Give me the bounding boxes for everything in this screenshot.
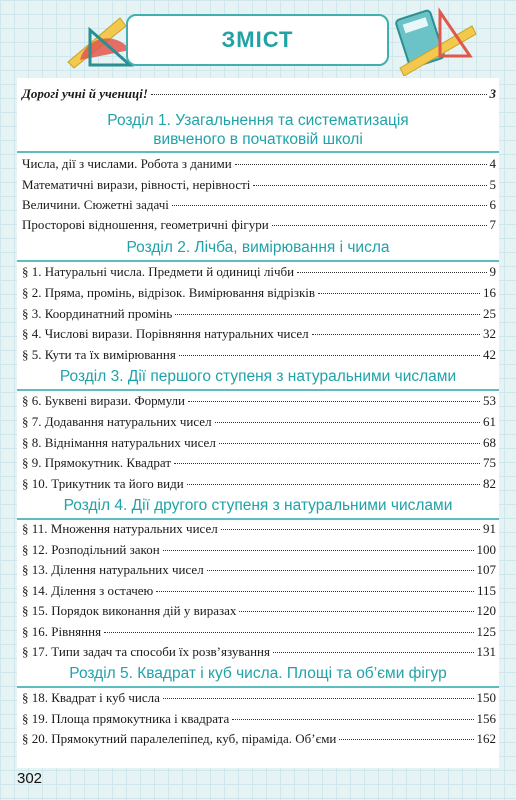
toc-entry[interactable] [22, 414, 496, 432]
page-number: 302 [17, 770, 43, 787]
toc-entry-page: 6 [489, 197, 496, 212]
toc-entry-label: § 16. Рівняння [22, 624, 102, 639]
dot-leader [187, 484, 480, 485]
dot-leader [172, 205, 487, 206]
toc-entry[interactable] [22, 542, 496, 560]
toc-entry-label: § 12. Розподільний закон [22, 542, 160, 557]
toc-entry-label: § 14. Ділення з остачею [22, 583, 154, 598]
toc-entry-label: § 18. Квадрат і куб числа [22, 690, 160, 705]
toc-entry-label: Математичні вирази, рівності, нерівності [22, 177, 251, 192]
toc-entry-page: 61 [483, 414, 496, 429]
section-rule [17, 151, 499, 153]
toc-entry-page: 120 [476, 603, 496, 618]
toc-entry[interactable] [22, 624, 496, 642]
dot-leader [151, 94, 487, 95]
section-heading [17, 664, 499, 683]
dot-leader [318, 293, 480, 294]
toc-entry[interactable] [22, 347, 496, 365]
toc-entry[interactable] [22, 285, 496, 303]
toc-entry-page: 82 [483, 476, 496, 491]
toc-entry[interactable] [22, 562, 496, 580]
dot-leader [312, 334, 480, 335]
toc-entry[interactable] [22, 217, 496, 235]
toc-entry-label: § 19. Площа прямокутника і квадрата [22, 711, 230, 726]
toc-entry-label: § 3. Координатний промінь [22, 306, 173, 321]
toc-entry[interactable] [22, 326, 496, 344]
toc-entry-page: 42 [483, 347, 496, 362]
toc-entry[interactable] [22, 583, 496, 601]
toc-entry-page: 115 [476, 583, 496, 598]
section-heading [17, 238, 499, 257]
toc-entry[interactable] [22, 264, 496, 282]
toc-entry-page: 3 [489, 86, 496, 101]
title-box [126, 14, 389, 66]
toc-entry-page: 68 [483, 435, 496, 450]
toc-entry-label: Дорогі учні й учениці! [22, 86, 148, 101]
section-heading-line: Розділ 5. Квадрат і куб числа. Площі та об’єми фігур [69, 665, 447, 682]
toc-entry[interactable] [22, 393, 496, 411]
section-heading-line: Розділ 2. Лічба, вимірювання і числа [126, 239, 390, 256]
toc-entry-page: 150 [476, 690, 496, 705]
section-heading-line: вивченого в початковій школі [153, 131, 363, 148]
toc-entry[interactable] [22, 306, 496, 324]
toc-entry-page: 5 [489, 177, 496, 192]
toc-entry-label: Числа, дії з числами. Робота з даними [22, 156, 232, 171]
section-rule [17, 260, 499, 262]
toc-entry[interactable] [22, 690, 496, 708]
dot-leader [253, 185, 486, 186]
toc-entry-label: § 10. Трикутник та його види [22, 476, 184, 491]
section-heading-line: Розділ 1. Узагальнення та систематизація [107, 112, 409, 129]
toc-entry-label: § 13. Ділення натуральних чисел [22, 562, 204, 577]
toc-entry-page: 16 [483, 285, 496, 300]
dot-leader [272, 225, 487, 226]
dot-leader [175, 314, 480, 315]
section-heading [17, 111, 499, 149]
toc-entry-page: 4 [489, 156, 496, 171]
toc-entry-label: § 2. Пряма, промінь, відрізок. Вимірювання відрізків [22, 285, 316, 300]
toc-entry-label: § 8. Віднімання натуральних чисел [22, 435, 216, 450]
toc-entry-label: § 7. Додавання натуральних чисел [22, 414, 212, 429]
section-heading [17, 367, 499, 386]
toc-entry[interactable] [22, 197, 496, 215]
toc-entry-page: 75 [483, 455, 496, 470]
toc-entry-label: § 15. Порядок виконання дій у виразах [22, 603, 237, 618]
toc-entry-label: § 6. Буквені вирази. Формули [22, 393, 185, 408]
section-rule [17, 686, 499, 688]
dot-leader [207, 570, 474, 571]
toc-entry-page: 107 [476, 562, 496, 577]
section-heading [17, 496, 499, 515]
dot-leader [219, 443, 480, 444]
toc-entry-page: 9 [489, 264, 496, 279]
dot-leader [235, 164, 487, 165]
section-heading-line: Розділ 3. Дії першого ступеня з натуральними числами [59, 368, 457, 385]
toc-entry[interactable] [22, 603, 496, 621]
toc-entry-page: 91 [483, 521, 496, 536]
toc-entry[interactable] [22, 731, 496, 749]
dot-leader [273, 652, 474, 653]
dot-leader [188, 401, 480, 402]
dot-leader [163, 698, 474, 699]
toc-entry-label: § 4. Числові вирази. Порівняння натуральних чисел [22, 326, 309, 341]
toc-entry-intro[interactable] [22, 86, 496, 104]
toc-entry[interactable] [22, 521, 496, 539]
toc-entry[interactable] [22, 711, 496, 729]
toc-entry[interactable] [22, 455, 496, 473]
toc-entry-label: Просторові відношення, геометричні фігури [22, 217, 269, 232]
toc-entry-page: 162 [476, 731, 496, 746]
toc-entry[interactable] [22, 156, 496, 174]
toc-entry-page: 125 [476, 624, 496, 639]
dot-leader [104, 632, 473, 633]
toc-entry-page: 100 [476, 542, 496, 557]
dot-leader [163, 550, 474, 551]
toc-entry-label: § 20. Прямокутний паралелепіпед, куб, піраміда. Об’єми [22, 731, 337, 746]
dot-leader [215, 422, 480, 423]
section-heading-line: Розділ 4. Дії другого ступеня з натуральними числами [63, 497, 453, 514]
dot-leader [179, 355, 480, 356]
toc-entry[interactable] [22, 435, 496, 453]
toc-entry-page: 131 [476, 644, 496, 659]
dot-leader [232, 719, 473, 720]
page-title: ЗМІСТ [221, 27, 294, 52]
toc-entry-label: § 11. Множення натуральних чисел [22, 521, 218, 536]
toc-entry[interactable] [22, 476, 496, 494]
section-rule [17, 518, 499, 520]
dot-leader [156, 591, 474, 592]
dot-leader [239, 611, 473, 612]
toc-entry-page: 156 [476, 711, 496, 726]
toc-entry[interactable] [22, 177, 496, 195]
dot-leader [174, 463, 480, 464]
toc-entry-label: § 5. Кути та їх вимірювання [22, 347, 176, 362]
toc-entry-page: 25 [483, 306, 496, 321]
toc-entry-page: 32 [483, 326, 496, 341]
toc-entry-page: 7 [489, 217, 496, 232]
toc-entry-label: § 9. Прямокутник. Квадрат [22, 455, 172, 470]
dot-leader [297, 272, 486, 273]
dot-leader [221, 529, 480, 530]
toc-entry-label: § 1. Натуральні числа. Предмети й одиниці лічби [22, 264, 295, 279]
toc-entry-label: Величини. Сюжетні задачі [22, 197, 169, 212]
toc-entry[interactable] [22, 644, 496, 662]
toc-entry-page: 53 [483, 393, 496, 408]
toc-entry-label: § 17. Типи задач та способи їх розв’язування [22, 644, 270, 659]
dot-leader [339, 739, 473, 740]
calculator-ruler-icon [380, 6, 480, 76]
section-rule [17, 389, 499, 391]
